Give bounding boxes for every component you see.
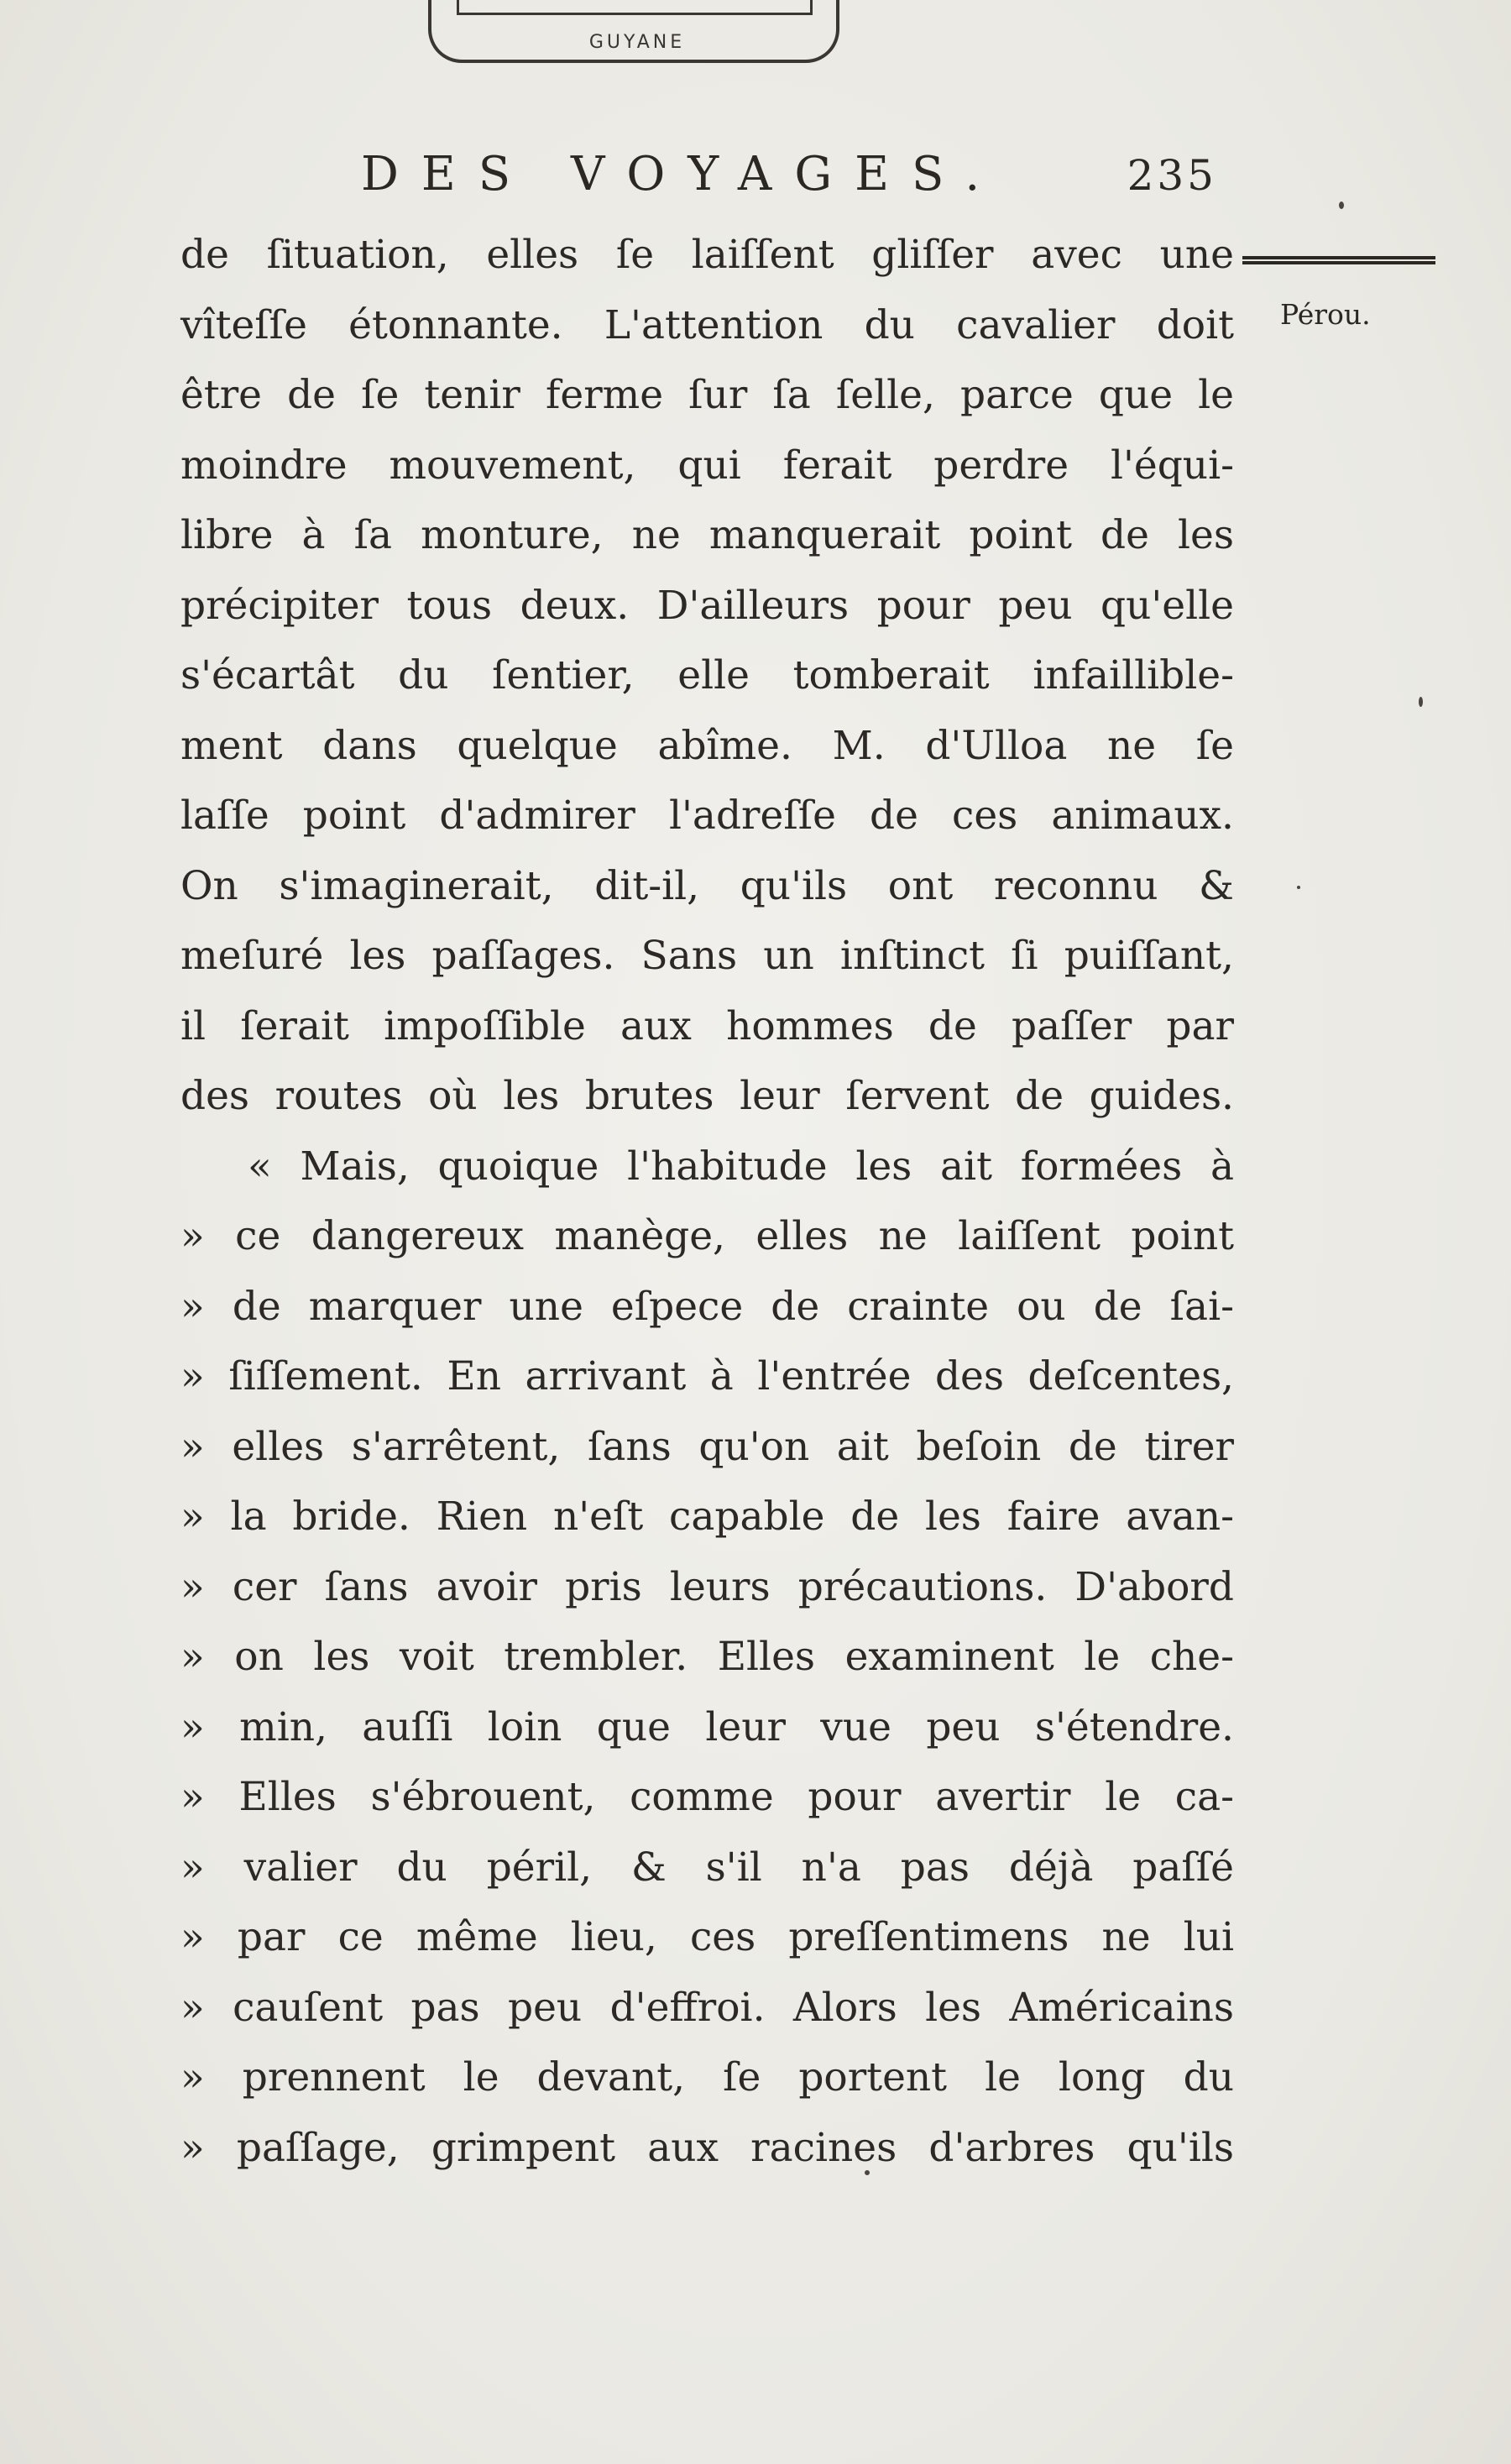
text-line: des routes où les brutes leur ſervent de guides. bbox=[180, 1073, 1234, 1119]
text-line: être de ſe tenir ferme ſur ſa ſelle, parce que le bbox=[180, 372, 1234, 418]
text-line: On s'imaginerait, dit-il, qu'ils ont reconnu & bbox=[180, 862, 1234, 909]
paper-speck bbox=[865, 2170, 870, 2175]
text-line: » Elles s'ébrouent, comme pour avertir le ca- bbox=[180, 1774, 1234, 1820]
margin-rule bbox=[1242, 256, 1435, 264]
paper-speck bbox=[1419, 697, 1423, 707]
text-line: meſuré les paſſages. Sans un inſtinct ſi puiſſant, bbox=[180, 933, 1234, 979]
text-line: laſſe point d'admirer l'adreſſe de ces animaux. bbox=[180, 793, 1234, 839]
running-title: DES VOYAGES. bbox=[361, 147, 1003, 201]
paper-speck bbox=[1339, 201, 1344, 209]
page-number: 235 bbox=[1127, 151, 1217, 200]
text-line: » prennent le devant, ſe portent le long du bbox=[180, 2054, 1234, 2100]
running-head bbox=[361, 147, 1217, 214]
stamp-text: GUYANE bbox=[588, 32, 686, 53]
paper-speck bbox=[1297, 886, 1300, 889]
text-line: » on les voit trembler. Elles examinent le che- bbox=[180, 1634, 1234, 1680]
text-line: libre à ſa monture, ne manquerait point de les bbox=[180, 512, 1234, 558]
text-line: » paſſage, grimpent aux racines d'arbres qu'ils bbox=[180, 2124, 1234, 2171]
text-line: » elles s'arrêtent, ſans qu'on ait beſoin de tirer bbox=[180, 1423, 1234, 1470]
library-stamp bbox=[428, 0, 839, 63]
text-line: s'écartât du ſentier, elle tomberait infaillible- bbox=[180, 652, 1234, 698]
stamp-inner-frame bbox=[457, 0, 813, 15]
text-line: de ſituation, elles ſe laiſſent gliſſer avec une bbox=[180, 232, 1234, 278]
text-line: » valier du péril, & s'il n'a pas déjà paſſé bbox=[180, 1844, 1234, 1891]
text-line: » ce dangereux manège, elles ne laiſſent point bbox=[180, 1213, 1234, 1259]
text-line: » ſiſſement. En arrivant à l'entrée des deſcentes, bbox=[180, 1353, 1234, 1399]
text-line: » min, auſſi loin que leur vue peu s'étendre. bbox=[180, 1703, 1234, 1750]
text-line: vîteſſe étonnante. L'attention du cavalier doit bbox=[180, 301, 1234, 348]
text-line: » de marquer une eſpece de crainte ou de ſai- bbox=[180, 1283, 1234, 1330]
text-line: » par ce même lieu, ces preſſentimens ne lui bbox=[180, 1914, 1234, 1960]
body-text bbox=[180, 220, 1234, 2183]
text-line: moindre mouvement, qui ferait perdre l'équi- bbox=[180, 442, 1234, 489]
text-line: » cer ſans avoir pris leurs précautions. D'abord bbox=[180, 1563, 1234, 1610]
text-line: » cauſent pas peu d'effroi. Alors les Américains bbox=[180, 1984, 1234, 2031]
text-line: précipiter tous deux. D'ailleurs pour peu qu'elle bbox=[180, 582, 1234, 629]
text-line: « Mais, quoique l'habitude les ait formées à bbox=[248, 1143, 1234, 1190]
text-line: il ſerait impoſſible aux hommes de paſſer par bbox=[180, 1002, 1234, 1049]
text-line: ment dans quelque abîme. M. d'Ulloa ne ſe bbox=[180, 722, 1234, 769]
margin-note: Pérou. bbox=[1280, 298, 1371, 331]
text-line: » la bride. Rien n'eſt capable de les faire avan- bbox=[180, 1494, 1234, 1540]
